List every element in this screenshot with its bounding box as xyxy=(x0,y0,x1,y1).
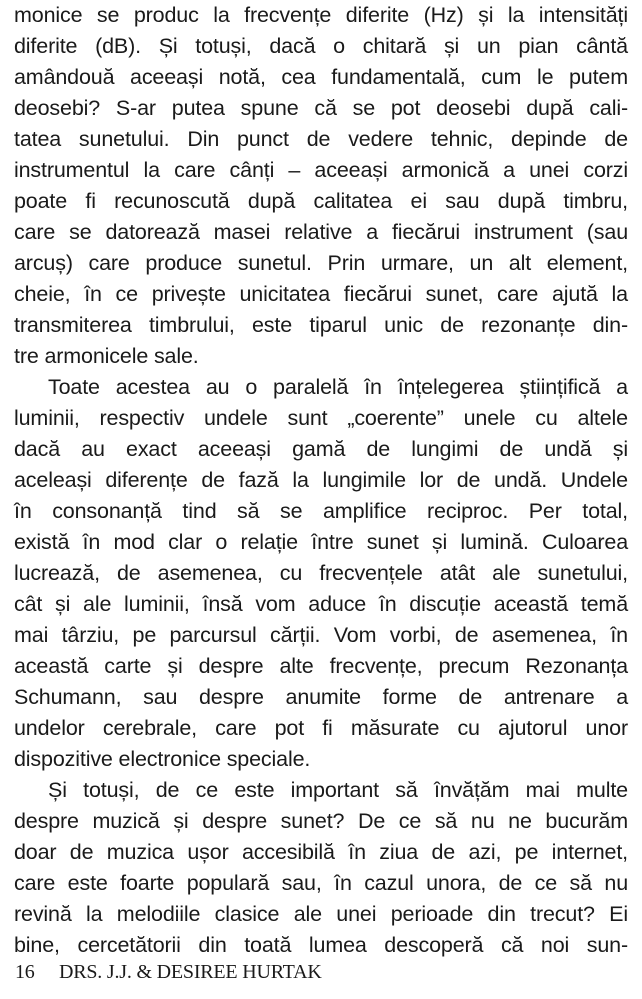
text-line: dispozitive electronice speciale. xyxy=(14,747,311,771)
paragraph-1 xyxy=(14,0,628,372)
text-line: instrumentul la care cânți – aceeași armonică a unei corzi xyxy=(14,158,628,182)
text-line: doar de muzica ușor accesibilă în ziua de azi, pe internet, xyxy=(14,840,628,864)
paragraph-3 xyxy=(14,775,628,961)
page-number: 16 xyxy=(15,961,35,983)
text-line: dacă au exact aceeași gamă de lungimi de undă și xyxy=(14,437,628,461)
text-line: această carte și despre alte frecvențe, precum Rezonanța xyxy=(14,654,628,678)
text-line: lucrează, de asemenea, cu frecvențele atât ale sunetului, xyxy=(14,561,628,585)
text-line: cheie, în ce privește unicitatea fiecărui sunet, care ajută la xyxy=(14,282,628,306)
text-line: undelor cerebrale, care pot fi măsurate cu ajutorul unor xyxy=(14,716,628,740)
text-line: despre muzică și despre sunet? De ce să nu ne bucurăm xyxy=(14,809,628,833)
text-line: tatea sunetului. Din punct de vedere tehnic, depinde de xyxy=(14,127,628,151)
text-line: mai târziu, pe parcursul cărții. Vom vorbi, de asemenea, în xyxy=(14,623,628,647)
text-line: există în mod clar o relație între sunet și lumină. Culoarea xyxy=(14,530,628,554)
text-line: Schumann, sau despre anumite forme de antrenare a xyxy=(14,685,628,709)
text-line: care se datorează masei relative a fiecărui instrument (sau xyxy=(14,220,628,244)
text-line: cât și ale luminii, însă vom aduce în discuție această temă xyxy=(14,592,628,616)
text-line: aceleași diferențe de fază la lungimile lor de undă. Undele xyxy=(14,468,628,492)
text-line: deosebi? S-ar putea spune că se pot deosebi după cali- xyxy=(14,96,628,120)
book-page-body xyxy=(14,0,628,961)
text-line: care este foarte populară sau, în cazul unora, de ce să nu xyxy=(14,871,628,895)
text-line: revină la melodiile clasice ale unei perioade din trecut? Ei xyxy=(14,902,628,926)
text-line: transmiterea timbrului, este tiparul unic de rezonanțe din- xyxy=(14,313,628,337)
text-line: Toate acestea au o paralelă în înțelegerea științifică a xyxy=(48,375,628,399)
text-line: Și totuși, de ce este important să învățăm mai multe xyxy=(48,778,628,802)
page-footer xyxy=(15,961,322,984)
text-line: amândouă aceeași notă, cea fundamentală, cum le putem xyxy=(14,65,628,89)
text-line: poate fi recunoscută după calitatea ei sau după timbru, xyxy=(14,189,628,213)
text-line: monice se produc la frecvențe diferite (Hz) și la intensități xyxy=(14,3,628,27)
running-head-authors: DRS. J.J. & DESIREE HURTAK xyxy=(59,961,322,983)
text-line: tre armonicele sale. xyxy=(14,344,199,368)
text-line: luminii, respectiv undele sunt „coerente” unele cu altele xyxy=(14,406,628,430)
text-line: diferite (dB). Și totuși, dacă o chitară și un pian cântă xyxy=(14,34,628,58)
text-line: arcuș) care produce sunetul. Prin urmare, un alt element, xyxy=(14,251,628,275)
text-line: în consonanță tind să se amplifice reciproc. Per total, xyxy=(14,499,628,523)
paragraph-2 xyxy=(14,372,628,775)
text-line: bine, cercetătorii din toată lumea descoperă că noi sun- xyxy=(14,933,628,957)
